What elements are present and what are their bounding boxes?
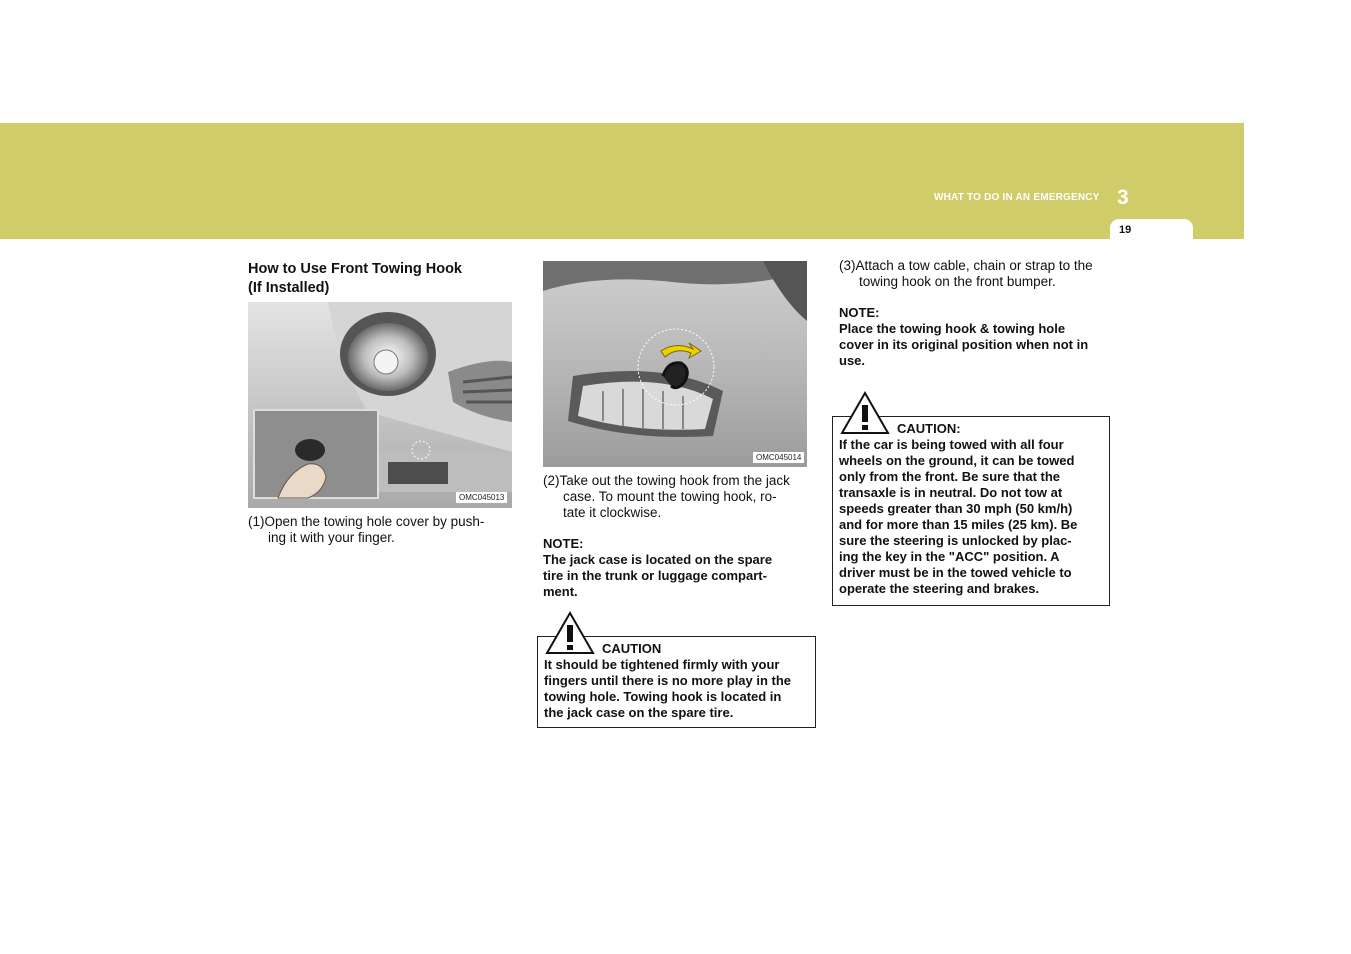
note-1-body	[543, 552, 807, 600]
caution-1-line-2: fingers until there is no more play in the	[544, 673, 792, 688]
note-2-label: NOTE:	[839, 305, 880, 320]
caution-1-text	[544, 657, 808, 721]
caution-2-line-9: driver must be in the towed vehicle to	[839, 565, 1072, 580]
caution-2-line-10: operate the steering and brakes.	[839, 581, 1040, 596]
caution-2-line-7: sure the steering is unlocked by plac-	[839, 533, 1072, 548]
step-1-line-1: (1)Open the towing hole cover by push-	[248, 514, 485, 529]
figure-code-2: OMC045014	[753, 452, 804, 463]
header-band	[0, 123, 1244, 239]
caution-2-line-2: wheels on the ground, it can be towed	[839, 453, 1075, 468]
heading-line-1: How to Use Front Towing Hook	[248, 261, 462, 277]
note-2-line-1: Place the towing hook & towing hole	[839, 321, 1066, 336]
step-2-line-1: (2)Take out the towing hook from the jack	[543, 473, 790, 488]
caution-box-2	[832, 416, 1110, 606]
section-title: WHAT TO DO IN AN EMERGENCY	[934, 192, 1100, 203]
figure-towing-hook-mount	[543, 261, 807, 467]
caution-1-line-1: It should be tightened firmly with your	[544, 657, 780, 672]
warning-triangle-icon	[840, 391, 890, 435]
note-1-label: NOTE:	[543, 536, 584, 551]
caution-1-line-3: towing hole. Towing hook is located in	[544, 689, 782, 704]
caution-2-line-5: speeds greater than 30 mph (50 km/h)	[839, 501, 1073, 516]
step-3-line-2: towing hook on the front bumper.	[859, 274, 1056, 289]
figure-code-1: OMC045013	[456, 492, 507, 503]
caution-1-line-4: the jack case on the spare tire.	[544, 705, 734, 720]
caution-1-title: CAUTION	[602, 641, 662, 656]
step-3	[839, 258, 1103, 290]
note-2-line-3: use.	[839, 353, 866, 368]
note-2-line-2: cover in its original position when not in	[839, 337, 1089, 352]
note-2-body	[839, 321, 1102, 369]
caution-2-line-1: If the car is being towed with all four	[839, 437, 1064, 452]
note-1-line-2: tire in the trunk or luggage compart-	[543, 568, 767, 583]
step-2	[543, 473, 807, 521]
note-1-line-3: ment.	[543, 584, 578, 599]
caution-2-title: CAUTION:	[897, 421, 961, 436]
step-2-line-2: case. To mount the towing hook, ro-	[563, 489, 777, 504]
section-heading	[248, 260, 513, 298]
caution-2-line-4: transaxle is in neutral. Do not tow at	[839, 485, 1063, 500]
caution-2-line-8: ing the key in the "ACC" position. A	[839, 549, 1060, 564]
towing-hook-rotate-illustration	[543, 261, 807, 467]
note-1-line-1: The jack case is located on the spare	[543, 552, 773, 567]
section-number: 3	[1117, 186, 1129, 209]
step-2-line-3: tate it clockwise.	[563, 505, 662, 520]
step-3-line-1: (3)Attach a tow cable, chain or strap to the	[839, 258, 1093, 273]
caution-box-1	[537, 636, 816, 728]
figure-towing-hole-cover	[248, 302, 512, 508]
caution-2-line-6: and for more than 15 miles (25 km). Be	[839, 517, 1078, 532]
page-number: 19	[1119, 224, 1132, 236]
warning-triangle-icon	[545, 611, 595, 655]
caution-2-line-3: only from the front. Be sure that the	[839, 469, 1061, 484]
step-1	[248, 514, 511, 546]
step-1-line-2: ing it with your finger.	[268, 530, 395, 545]
caution-2-text	[839, 437, 1102, 597]
headlight-finger-push-illustration	[248, 302, 512, 508]
heading-line-2: (If Installed)	[248, 280, 330, 296]
